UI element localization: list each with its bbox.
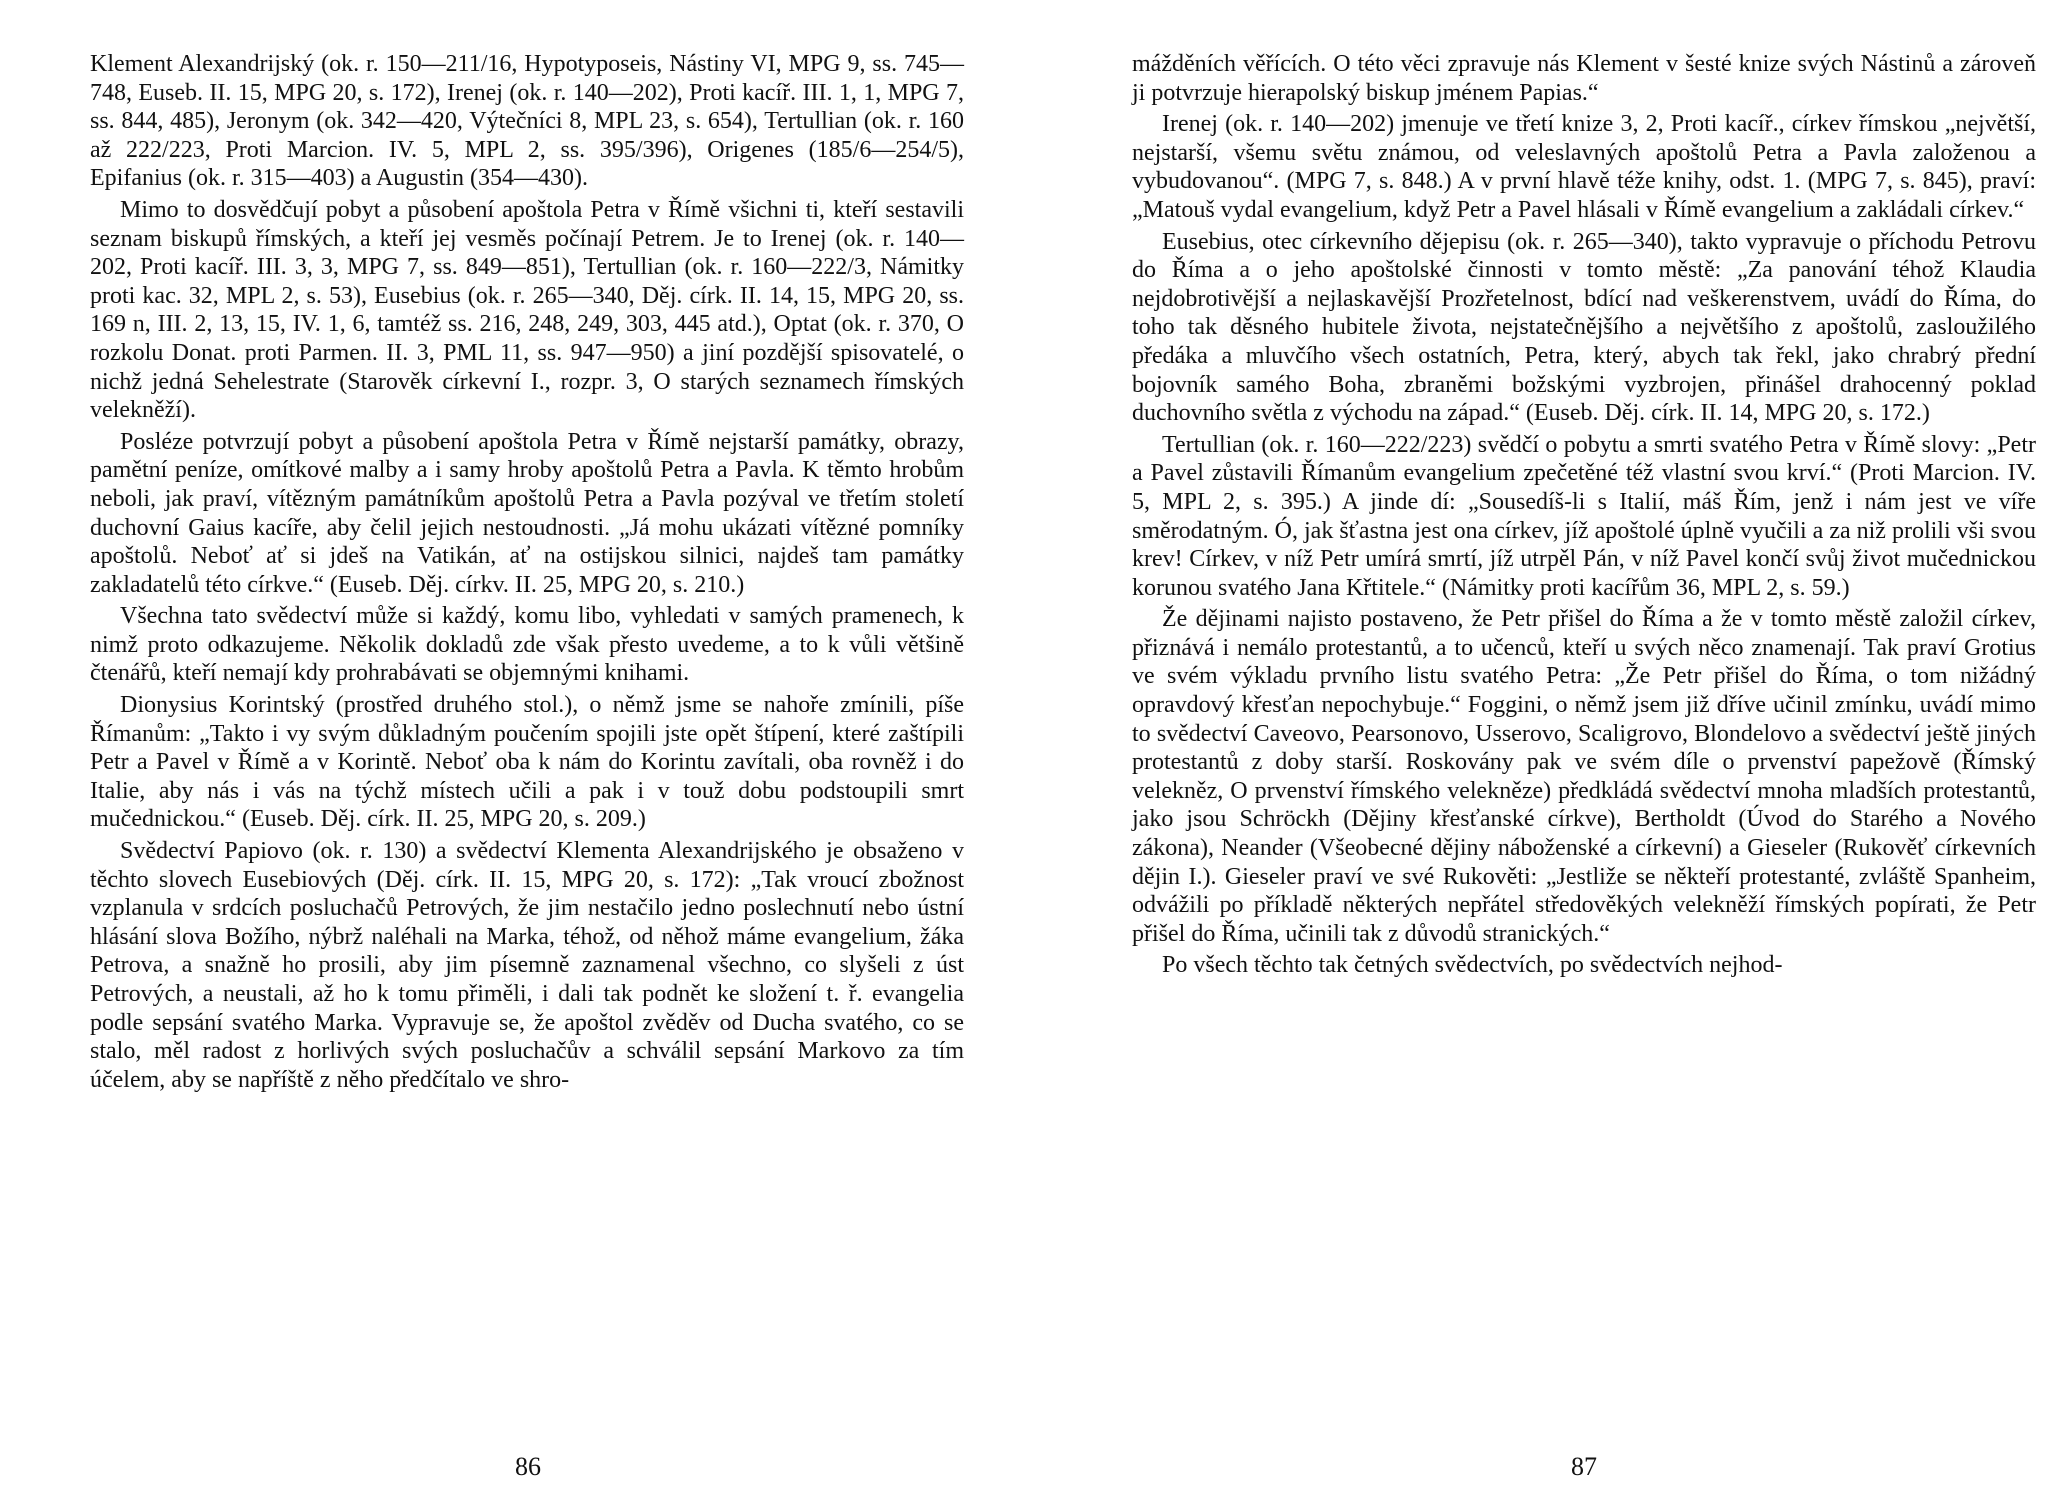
paragraph: Všechna tato svědectví může si každý, komu libo, vyhledati v samých pramenech, k nimž proto odkazujeme. Několik dokladů zde však přesto uvedeme, a to k vůli většině čtenářů, kteří nemají kdy prohrabávati se objemnými knihami. bbox=[90, 603, 964, 687]
page-number: 87 bbox=[1571, 1452, 1597, 1481]
paragraph: Klement Alexandrijský (ok. r. 150—211/16, Hypotyposeis, Nástiny VI, MPG 9, ss. 745—748, Euseb. II. 15, MPG 20, s. 172), Irenej (ok. r. 140—202), Proti kacíř. III. 1, 1, MPG 7, ss. 844, 485), Jeronym (ok. 342—420, Výtečníci 8, MPL 23, s. 654), Tertullian (ok. r. 160 až 222/223, Proti Marcion. IV. 5, MPL 2, ss. 395/396), Origenes (185/6—254/5), Epifanius (ok. r. 315—403) a Augustin (354—430). bbox=[90, 51, 964, 192]
paragraph: Mimo to dosvědčují pobyt a působení apoštola Petra v Římě všichni ti, kteří sestavili seznam biskupů římských, a kteří jej vesměs počínají Petrem. Je to Irenej (ok. r. 140—202, Proti kacíř. III. 3, 3, MPG 7, ss. 849—851), Tertullian (ok. r. 160—222/3, Námitky proti kac. 32, MPL 2, s. 53), Eusebius (ok. r. 265—340, Děj. círk. II. 14, 15, MPG 20, ss. 169 n, III. 2, 13, 15, IV. 1, 6, tamtéž ss. 216, 248, 249, 303, 445 atd.), Optat (ok. r. 370, O rozkolu Donat. proti Parmen. II. 3, PML 11, ss. 947—950) a jiní pozdější spisovatelé, o nichž jedná Sehelestrate (Starověk církevní I., rozpr. 3, O starých seznamech římských velekněží). bbox=[90, 196, 964, 424]
paragraph: Dionysius Korintský (prostřed druhého stol.), o němž jsme se nahoře zmínili, píše Římanům: „Takto i vy svým důkladným poučením spojili jste opět štípení, které zaštípili Petr a Pavel v Římě a v Korintě. Neboť oba k nám do Korintu zavítali, oba rovněž i do Italie, aby nás i vás na týchž místech učili a pak i v touž dobu podstoupili smrt mučednickou.“ (Euseb. Děj. círk. II. 25, MPG 20, s. 209.) bbox=[90, 692, 964, 833]
paragraph: Po všech těchto tak četných svědectvích, po svědectvích nejhod- bbox=[1162, 952, 1783, 979]
paragraph: Že dějinami najisto postaveno, že Petr přišel do Říma a že v tomto městě založil církev, přiznává i nemálo protestantů, a to učenců, kteří u svých něco znamenají. Tak praví Grotius ve svém výkladu prvního listu svatého Petra: „Že Petr přišel do Říma, o tom nižádný opravdový křesťan nepochybuje.“ Foggini, o němž jsem již dříve učinil zmínku, uvádí mimo to svědectví Caveovo, Pearsonovo, Usserovo, Scaligrovo, Blondelovo a svědectví ještě jiných protestantů z doby starší. Roskovány pak ve svém díle o prvenství papežově (Římský velekněz, O prvenství římského velekněze) předkládá svědectví mnoha mladších protestantů, jako jsou Schröckh (Dějiny křesťanské církve), Bertholdt (Úvod do Starého a Nového zákona), Neander (Všeobecné dějiny náboženské a církevní) a Gieseler (Rukověť církevních dějin I.). Gieseler praví ve své Rukověti: „Jestliže se někteří protestanté, zvláště Spanheim, odvážili po příkladě některých nepřátel středověkých velekněží římských popírati, že Petr přišel do Říma, učinili tak z důvodů stranických.“ bbox=[1132, 606, 2036, 947]
right-page bbox=[1036, 0, 2072, 1500]
paragraph: mážděních věřících. O této věci zpravuje nás Klement v šesté knize svých Nástinů a zároveň ji potvrzuje hierapolský biskup jménem Papias.“ bbox=[1132, 51, 2036, 106]
paragraph: Tertullian (ok. r. 160—222/223) svědčí o pobytu a smrti svatého Petra v Římě slovy: „Petr a Pavel zůstavili Římanům evangelium zpečetěné též vlastní svou krví.“ (Proti Marcion. IV. 5, MPL 2, s. 395.) A jinde dí: „Sousedíš-li s Italií, máš Řím, jenž i nám jest ve víře směrodatným. Ó, jak šťastna jest ona církev, jíž apoštolé úplně vyučili a za niž prolili vši svou krev! Církev, v níž Petr umírá smrtí, jíž utrpěl Pán, v níž Pavel končí svůj život mučednickou korunou svatého Jana Křtitele.“ (Námitky proti kacířům 36, MPL 2, s. 59.) bbox=[1132, 431, 2036, 601]
right-page-text bbox=[1132, 50, 2036, 980]
left-page-text bbox=[90, 50, 964, 1094]
paragraph: Eusebius, otec církevního dějepisu (ok. r. 265—340), takto vypravuje o příchodu Petrovu do Říma a o jeho apoštolské činnosti v tomto městě: „Za panování téhož Klaudia nejdobrotivější a nejlaskavější Prozřetelnost, bdící nad veškerenstvem, uvádí do Říma, do toho tak děsného hubitele života, nejstatečnějšího a největšího z apoštolů, zasloužilého předáka a mluvčího všech ostatních, Petra, který, abych tak řekl, jako chrabrý přední bojovník samého Boha, zbraněmi božskými vyzbrojen, přinášel drahocenný poklad duchovního světla z východu na západ.“ (Euseb. Děj. círk. II. 14, MPG 20, s. 172.) bbox=[1132, 228, 2036, 427]
paragraph: Posléze potvrzují pobyt a působení apoštola Petra v Římě nejstarší památky, obrazy, pamětní peníze, omítkové malby a i samy hroby apoštolů Petra a Pavla. K těmto hrobům neboli, jak praví, vítězným památníkům apoštolů Petra a Pavla pozýval ve třetím století duchovní Gaius kacíře, aby čelil jejich nestoudnosti. „Já mohu ukázati vítězné pomníky apoštolů. Neboť ať si jdeš na Vatikán, ať na ostijskou silnici, najdeš tam památky zakladatelů této církve.“ (Euseb. Děj. církv. II. 25, MPG 20, s. 210.) bbox=[90, 428, 964, 598]
paragraph: Irenej (ok. r. 140—202) jmenuje ve třetí knize 3, 2, Proti kacíř., církev římskou „největší, nejstarší, všemu světu známou, od veleslavných apoštolů Petra a Pavla založenou a vybudovanou“. (MPG 7, s. 848.) A v první hlavě téže knihy, odst. 1. (MPG 7, s. 845), praví: „Matouš vydal evangelium, když Petr a Pavel hlásali v Římě evangelium a zakládali církev.“ bbox=[1132, 111, 2036, 223]
page-number: 86 bbox=[515, 1452, 541, 1481]
paragraph: Svědectví Papiovo (ok. r. 130) a svědectví Klementa Alexandrijského je obsaženo v těchto slovech Eusebiových (Děj. círk. II. 15, MPG 20, s. 172): „Tak vroucí zbožnost vzplanula v srdcích posluchačů Petrových, že jim nestačilo jedno poslechnutí nebo ústní hlásání slova Božího, nýbrž naléhali na Marka, téhož, od něhož máme evangelium, žáka Petrova, a snažně ho prosili, aby jim písemně zaznamenal všechno, co slyšeli z úst Petrových, a neustali, až ho k tomu přiměli, i dali tak podnět ke složení t. ř. evangelia podle sepsání svatého Marka. Vypravuje se, že apoštol zvěděv od Ducha svatého, co se stalo, měl radost z horlivých svých posluchačův a schválil sepsání Markovo za tím účelem, aby se napříště z něho předčítalo ve shro- bbox=[90, 838, 964, 1093]
